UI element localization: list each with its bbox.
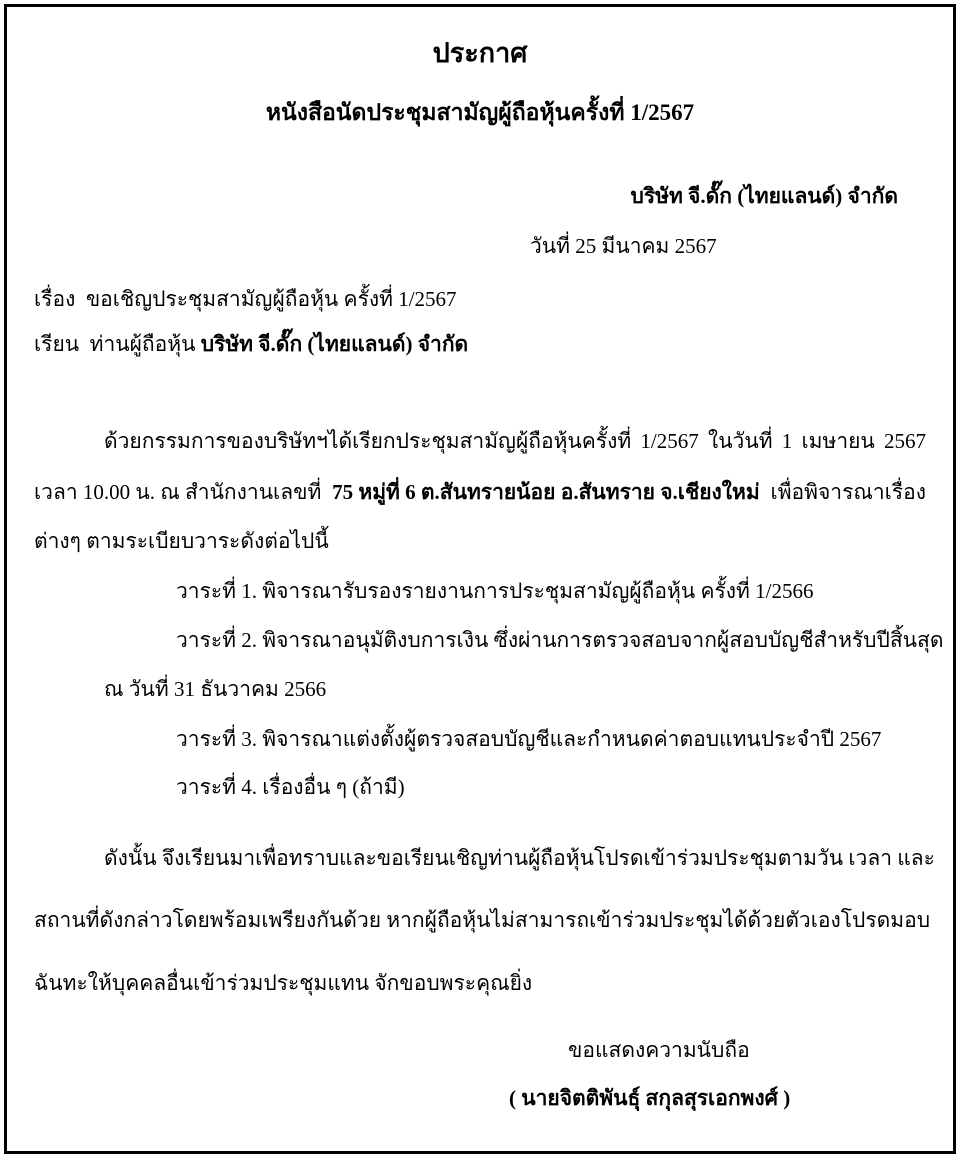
agenda-item-2: วาระที่ 2. พิจารณาอนุมัติงบการเงิน ซึ่งผ่านการตรวจสอบจากผู้สอบบัญชีสำหรับปีสิ้นสุด (176, 628, 944, 652)
closing-line-1: ดังนั้น จึงเรียนมาเพื่อทราบและขอเรียนเชิญท่านผู้ถือหุ้นโปรดเข้าร่วมประชุมตามวัน เวลา และ (104, 846, 935, 870)
document-title: ประกาศ (432, 38, 528, 68)
closing-line-2: สถานที่ดังกล่าวโดยพร้อมเพรียงกันด้วย หากผู้ถือหุ้นไม่สามารถเข้าร่วมประชุมได้ด้วยตัวเองโปรดมอบ (34, 908, 931, 932)
agenda-item-2-continued: ณ วันที่ 31 ธันวาคม 2566 (104, 677, 327, 701)
subject-line (34, 286, 457, 312)
company-name: บริษัท จี.ดั๊ก (ไทยแลนด์) จำกัด (630, 184, 898, 208)
recipient-label: เรียน (34, 332, 80, 356)
document-subtitle: หนังสือนัดประชุมสามัญผู้ถือหุ้นครั้งที่ 1/2567 (265, 100, 695, 125)
intro-meeting-time: เวลา 10.00 น. ณ สำนักงานเลขที่ (34, 480, 322, 504)
recipient-text: ท่านผู้ถือหุ้น (89, 332, 196, 356)
intro-line-2 (34, 479, 926, 505)
intro-purpose: เพื่อพิจารณาเรื่อง (770, 480, 926, 504)
agenda-item-1: วาระที่ 1. พิจารณารับรองรายงานการประชุมสามัญผู้ถือหุ้น ครั้งที่ 1/2566 (176, 579, 814, 603)
document-date: วันที่ 25 มีนาคม 2567 (530, 234, 717, 258)
subject-label: เรื่อง (34, 287, 76, 311)
subject-text: ขอเชิญประชุมสามัญผู้ถือหุ้น ครั้งที่ 1/2567 (85, 287, 457, 311)
recipient-company: บริษัท จี.ดั๊ก (ไทยแลนด์) จำกัด (200, 332, 469, 356)
meeting-address: 75 หมู่ที่ 6 ต.สันทรายน้อย อ.สันทราย จ.เชียงใหม่ (332, 480, 760, 504)
closing-line-3: ฉันทะให้บุคคลอื่นเข้าร่วมประชุมแทน จักขอบพระคุณยิ่ง (34, 971, 533, 995)
signature-regards: ขอแสดงความนับถือ (568, 1038, 750, 1062)
intro-line-1: ด้วยกรรมการของบริษัทฯได้เรียกประชุมสามัญผู้ถือหุ้นครั้งที่ 1/2567 ในวันที่ 1 เมษายน 2567 (104, 429, 926, 453)
intro-line-3: ต่างๆ ตามระเบียบวาระดังต่อไปนี้ (34, 529, 329, 553)
signatory-name: ( นายจิตติพันธุ์ สกุลสุรเอกพงศ์ ) (509, 1086, 791, 1110)
recipient-line (34, 331, 468, 357)
agenda-item-3: วาระที่ 3. พิจารณาแต่งตั้งผู้ตรวจสอบบัญชีและกำหนดค่าตอบแทนประจำปี 2567 (176, 727, 882, 751)
agenda-item-4: วาระที่ 4. เรื่องอื่น ๆ (ถ้ามี) (176, 775, 405, 799)
